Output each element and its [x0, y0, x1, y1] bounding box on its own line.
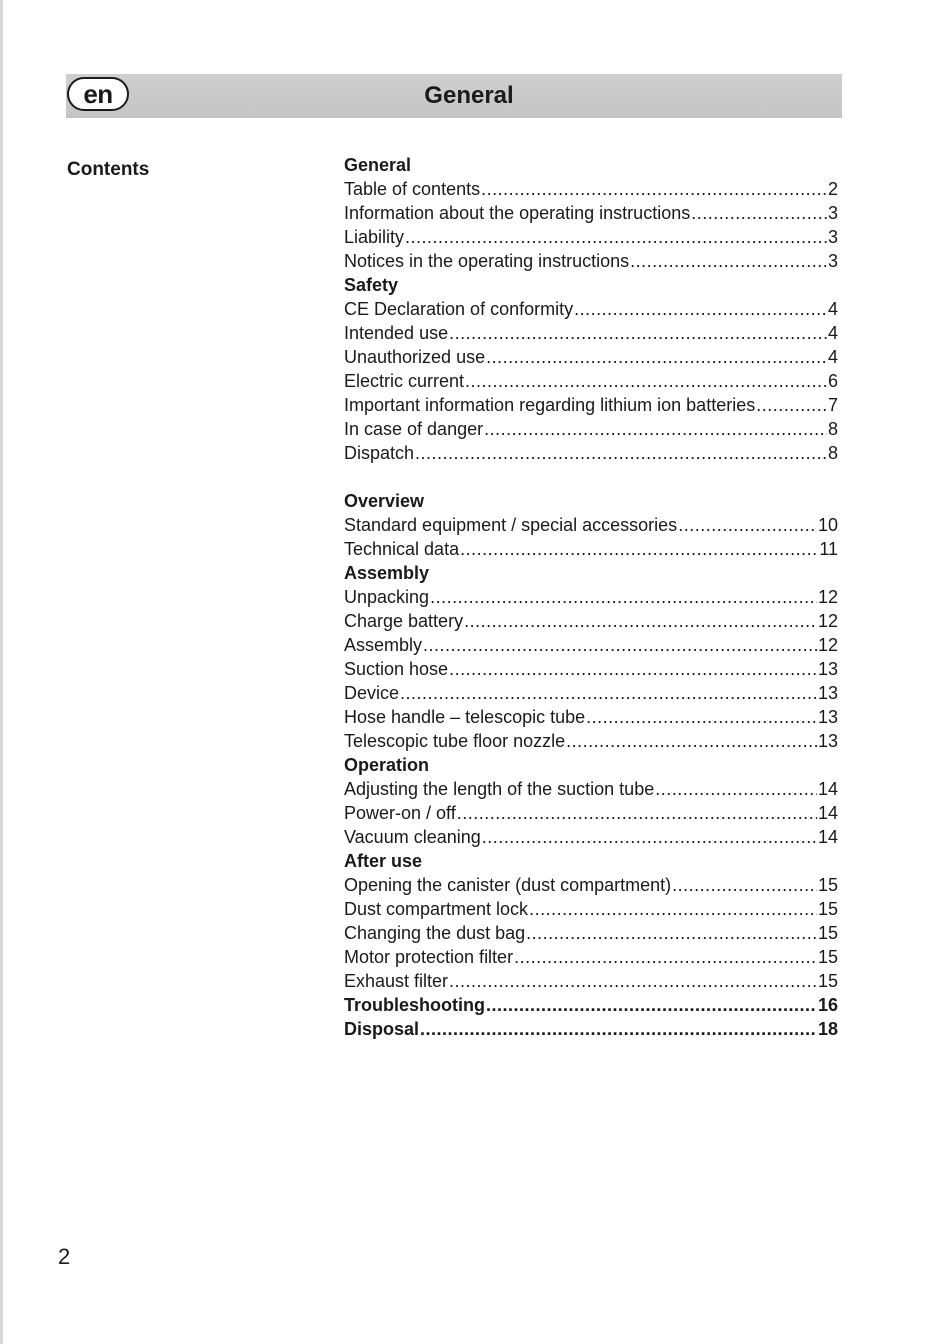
toc-entry[interactable] — [344, 945, 838, 969]
leader-dots — [484, 417, 827, 441]
toc-entry[interactable] — [344, 777, 838, 801]
toc-entry-page: 3 — [827, 203, 838, 223]
table-of-contents — [344, 153, 838, 1041]
toc-entry-page: 16 — [817, 995, 838, 1015]
toc-entry[interactable] — [344, 297, 838, 321]
toc-entry-page: 3 — [827, 227, 838, 247]
toc-entry-page: 8 — [827, 419, 838, 439]
toc-heading-safety: Safety — [344, 275, 399, 295]
toc-entry-title: Electric current — [344, 371, 465, 391]
toc-entry[interactable] — [344, 729, 838, 753]
leader-dots — [526, 921, 817, 945]
leader-dots — [457, 801, 817, 825]
toc-entry-title: Power-on / off — [344, 803, 456, 823]
toc-entry-title: Intended use — [344, 323, 449, 343]
toc-entry-title: Exhaust filter — [344, 971, 449, 991]
toc-entry-title: Liability — [344, 227, 405, 247]
leader-dots — [423, 633, 817, 657]
toc-entry-title: Charge battery — [344, 611, 464, 631]
leader-dots — [756, 393, 827, 417]
toc-entry[interactable] — [344, 513, 838, 537]
toc-entry-title: Troubleshooting — [344, 995, 485, 1015]
leader-dots — [464, 609, 817, 633]
toc-entry-page: 15 — [817, 875, 838, 895]
leader-dots — [430, 585, 817, 609]
toc-entry[interactable] — [344, 249, 838, 273]
toc-entry-page: 15 — [817, 947, 838, 967]
toc-entry-title: Dust compartment lock — [344, 899, 529, 919]
toc-entry-page: 4 — [827, 299, 838, 319]
toc-entry-page: 10 — [817, 515, 838, 535]
page-title: General — [424, 82, 514, 109]
toc-entry[interactable] — [344, 177, 838, 201]
leader-dots — [566, 729, 817, 753]
toc-entry-title: Adjusting the length of the suction tube — [344, 779, 655, 799]
toc-entry-page: 7 — [827, 395, 838, 415]
toc-entry-title: Hose handle – telescopic tube — [344, 707, 586, 727]
toc-entry[interactable] — [344, 969, 838, 993]
toc-entry[interactable] — [344, 609, 838, 633]
toc-entry[interactable] — [344, 441, 838, 465]
leader-dots — [691, 201, 827, 225]
toc-entry-title: Opening the canister (dust compartment) — [344, 875, 672, 895]
toc-entry-title: Notices in the operating instructions — [344, 251, 630, 271]
toc-entry-disposal[interactable] — [344, 1017, 838, 1041]
language-badge: en — [67, 77, 129, 111]
toc-entry-page: 4 — [827, 347, 838, 367]
toc-entry-title: Standard equipment / special accessories — [344, 515, 678, 535]
toc-entry-title: Dispatch — [344, 443, 415, 463]
leader-dots — [574, 297, 827, 321]
toc-entry-page: 2 — [827, 179, 838, 199]
leader-dots — [460, 537, 818, 561]
toc-heading-overview: Overview — [344, 491, 425, 511]
leader-dots — [486, 993, 817, 1017]
toc-entry-title: CE Declaration of conformity — [344, 299, 574, 319]
toc-entry-title: Changing the dust bag — [344, 923, 526, 943]
toc-entry-title: Technical data — [344, 539, 460, 559]
toc-section-after-use — [344, 873, 838, 993]
toc-entry-page: 11 — [819, 539, 838, 559]
leader-dots — [630, 249, 827, 273]
toc-heading-assembly: Assembly — [344, 563, 430, 583]
toc-heading-after-use: After use — [344, 851, 423, 871]
toc-section-general — [344, 177, 838, 273]
toc-entry[interactable] — [344, 537, 838, 561]
leader-dots — [481, 177, 827, 201]
leader-dots — [465, 369, 827, 393]
toc-entry[interactable] — [344, 393, 838, 417]
toc-section-operation — [344, 777, 838, 849]
toc-entry-page: 3 — [827, 251, 838, 271]
leader-dots — [586, 705, 817, 729]
toc-entry-page: 8 — [827, 443, 838, 463]
toc-entry-title: Important information regarding lithium ion batteries — [344, 395, 756, 415]
toc-section-overview — [344, 513, 838, 561]
toc-entry-title: Motor protection filter — [344, 947, 514, 967]
toc-entry-page: 12 — [817, 587, 838, 607]
toc-entry-title: Assembly — [344, 635, 423, 655]
toc-entry[interactable] — [344, 201, 838, 225]
leader-dots — [655, 777, 817, 801]
toc-entry-page: 14 — [817, 827, 838, 847]
toc-entry[interactable] — [344, 417, 838, 441]
toc-entry-page: 14 — [817, 803, 838, 823]
toc-entry[interactable] — [344, 369, 838, 393]
toc-entry-page: 13 — [817, 683, 838, 703]
toc-section-safety — [344, 297, 838, 465]
toc-entry-page: 15 — [817, 899, 838, 919]
toc-entry-title: In case of danger — [344, 419, 484, 439]
toc-entry[interactable] — [344, 657, 838, 681]
contents-label: Contents — [67, 159, 150, 180]
toc-entry-troubleshooting[interactable] — [344, 993, 838, 1017]
toc-entry-page: 6 — [827, 371, 838, 391]
toc-entry-page: 4 — [827, 323, 838, 343]
toc-entry-title: Unauthorized use — [344, 347, 486, 367]
toc-entry[interactable] — [344, 705, 838, 729]
leader-dots — [415, 441, 827, 465]
toc-entry-title: Unpacking — [344, 587, 430, 607]
leader-dots — [400, 681, 817, 705]
toc-entry[interactable] — [344, 825, 838, 849]
toc-entry-page: 13 — [817, 707, 838, 727]
toc-entry-title: Telescopic tube floor nozzle — [344, 731, 566, 751]
leader-dots — [672, 873, 817, 897]
leader-dots — [449, 657, 817, 681]
toc-entry-page: 12 — [817, 635, 838, 655]
toc-entry[interactable] — [344, 921, 838, 945]
toc-section-assembly — [344, 585, 838, 753]
toc-entry[interactable] — [344, 801, 838, 825]
toc-entry[interactable] — [344, 873, 838, 897]
toc-heading-general: General — [344, 155, 412, 175]
leader-dots — [405, 225, 827, 249]
toc-entry[interactable] — [344, 321, 838, 345]
toc-entry-page: 12 — [817, 611, 838, 631]
section-gap — [344, 465, 838, 489]
toc-entry-title: Suction hose — [344, 659, 449, 679]
toc-entry-title: Device — [344, 683, 400, 703]
toc-entry-title: Vacuum cleaning — [344, 827, 481, 847]
leader-dots — [529, 897, 817, 921]
leader-dots — [449, 969, 817, 993]
page-edge — [0, 0, 3, 1344]
toc-entry[interactable] — [344, 633, 838, 657]
toc-entry[interactable] — [344, 225, 838, 249]
toc-entry-page: 14 — [817, 779, 838, 799]
toc-entry-page: 15 — [817, 971, 838, 991]
leader-dots — [482, 825, 817, 849]
toc-entry-title: Disposal — [344, 1019, 420, 1039]
leader-dots — [486, 345, 827, 369]
toc-entry[interactable] — [344, 585, 838, 609]
toc-entry-page: 18 — [817, 1019, 838, 1039]
toc-entry-page: 15 — [817, 923, 838, 943]
leader-dots — [514, 945, 817, 969]
leader-dots — [449, 321, 827, 345]
toc-entry-title: Table of contents — [344, 179, 481, 199]
toc-entry[interactable] — [344, 681, 838, 705]
page-number: 2 — [58, 1244, 71, 1269]
toc-entry-page: 13 — [817, 731, 838, 751]
toc-heading-operation: Operation — [344, 755, 430, 775]
leader-dots — [420, 1017, 817, 1041]
toc-entry-title: Information about the operating instructions — [344, 203, 691, 223]
leader-dots — [678, 513, 817, 537]
toc-entry[interactable] — [344, 345, 838, 369]
toc-entry[interactable] — [344, 897, 838, 921]
toc-entry-page: 13 — [817, 659, 838, 679]
